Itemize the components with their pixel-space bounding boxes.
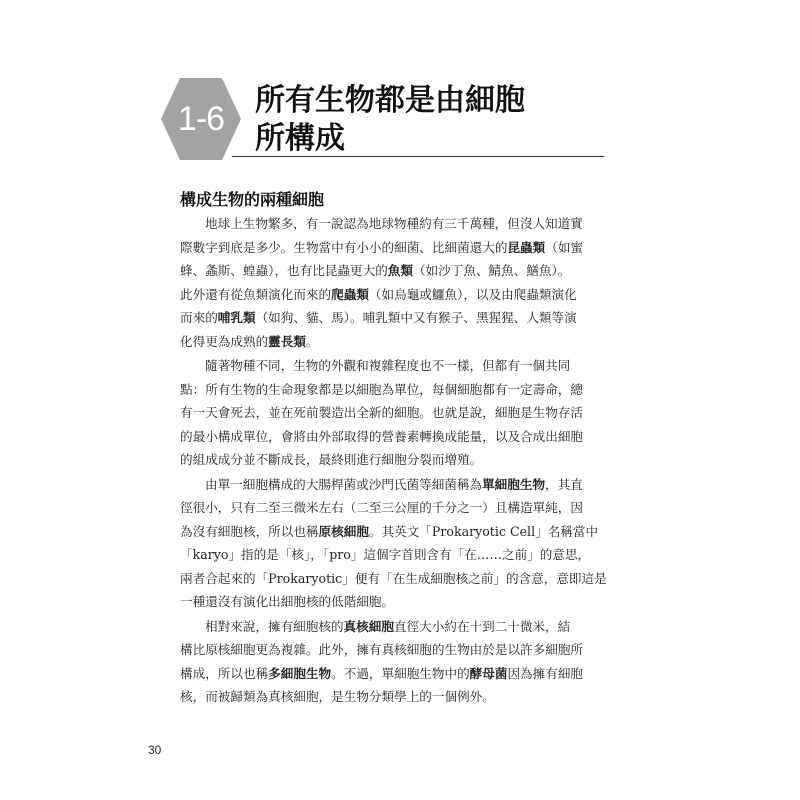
text-line: [180, 425, 610, 449]
text-segment: 有一天會死去，並在死前製造出全新的細胞。也就是說，細胞是生物存活: [180, 405, 583, 420]
bold-term: 哺乳類: [217, 310, 256, 325]
text-segment: 直徑大小約在十到二十微米，結: [393, 618, 571, 634]
text-segment: 「karyo」指的是「核」，「pro」這個字首則含有「在……之前」的意思，: [180, 547, 591, 562]
bold-term: 單細胞生物: [482, 476, 546, 492]
text-line: [180, 236, 610, 260]
text-line: [180, 378, 610, 402]
text-line: [180, 473, 610, 497]
bold-term: 原核細胞: [318, 523, 369, 539]
text-segment: （如烏龜或鱷魚），以及由爬蟲類演化: [368, 286, 577, 302]
text-segment: 因為擁有細胞: [507, 665, 583, 681]
text-segment: （如蜜: [545, 239, 583, 255]
bold-term: 多細胞生物: [268, 665, 332, 681]
bold-term: 昆蟲類: [507, 239, 546, 255]
text-segment: 蜂、螽斯、蝗蟲），也有比昆蟲更大的: [180, 263, 388, 278]
text-line: [180, 306, 610, 330]
text-segment: 由單一細胞構成的大腸桿菌或沙門氏菌等細菌稱為: [205, 476, 483, 492]
text-line: [180, 448, 610, 472]
text-segment: 而來的: [180, 310, 218, 325]
text-segment: 隨著物種不同，生物的外觀和複雜程度也不一樣，但都有一個共同: [205, 358, 571, 373]
text-line: [180, 496, 610, 520]
title-divider: [232, 156, 604, 157]
chapter-number: 1-6: [177, 100, 225, 138]
bold-term: 真核細胞: [343, 618, 394, 634]
body-text: [180, 212, 610, 710]
text-line: [180, 520, 610, 544]
text-segment: 為沒有細胞核，所以也稱: [180, 523, 319, 539]
text-line: [180, 543, 610, 567]
bold-term: 酵母菌: [469, 665, 508, 681]
text-segment: ，其直: [545, 476, 583, 492]
text-line: [180, 401, 610, 425]
text-line: [180, 615, 610, 639]
text-segment: 此外還有從魚類演化而來的: [180, 286, 332, 302]
text-segment: 構比原核細胞更為複雜。此外，擁有真核細胞的生物由於是以許多細胞所: [180, 642, 583, 657]
text-segment: 徑很小，只有二至三微米左右（二至三公厘的千分之一）且構造單純，因: [180, 500, 583, 515]
text-segment: 。不過，單細胞生物中的: [331, 665, 470, 681]
text-segment: 點：所有生物的生命現象都是以細胞為單位，每個細胞都有一定壽命，總: [180, 381, 583, 397]
text-line: [180, 685, 610, 709]
text-line: [180, 662, 610, 686]
text-line: [180, 354, 610, 378]
chapter-badge: [160, 76, 242, 162]
text-line: [180, 283, 610, 307]
bold-term: 靈長類: [268, 333, 306, 349]
text-line: [180, 259, 610, 283]
text-segment: 一種還沒有演化出細胞核的低階細胞。: [180, 594, 395, 609]
text-segment: （如狗、貓、馬）。哺乳類中又有猴子、黑猩猩、人類等演: [255, 310, 577, 325]
chapter-title-line1: 所有生物都是由細胞: [255, 83, 525, 118]
text-segment: 核，而被歸類為真核細胞，是生物分類學上的一個例外。: [180, 689, 495, 704]
text-segment: 的組成成分並不斷成長，最終則進行細胞分裂而增殖。: [180, 452, 483, 467]
text-segment: 相對來說，擁有細胞核的: [205, 618, 344, 634]
text-line: [180, 212, 610, 236]
text-segment: 地球上生物繁多，有一說認為地球物種約有三千萬種，但沒人知道實: [205, 216, 583, 231]
text-segment: 化得更為成熟的: [180, 333, 269, 349]
section-heading: 構成生物的兩種細胞: [180, 190, 325, 209]
text-line: [180, 638, 610, 662]
text-segment: 的最小構成單位，會將由外部取得的營養素轉換成能量，以及合成出細胞: [180, 428, 583, 444]
text-segment: （如沙丁魚、鯖魚、鱔魚）。: [412, 263, 571, 278]
chapter-title: [255, 82, 615, 158]
text-line: [180, 590, 610, 614]
text-segment: 。其英文「Prokaryotic Cell」名稱當中: [368, 523, 599, 539]
text-segment: 。: [305, 333, 319, 349]
bold-term: 爬蟲類: [331, 286, 369, 302]
chapter-title-line2: 所構成: [255, 121, 345, 156]
page-number: 30: [148, 743, 162, 757]
text-line: [180, 567, 610, 591]
text-segment: 際數字到底是多少。生物當中有小小的細菌、比細菌還大的: [180, 239, 508, 255]
text-segment: 構成，所以也稱: [180, 665, 269, 681]
text-line: [180, 330, 610, 354]
bold-term: 魚類: [387, 263, 413, 278]
text-segment: 兩者合起來的「Prokaryotic」便有「在生成細胞核之前」的含意，意即這是: [180, 570, 607, 586]
